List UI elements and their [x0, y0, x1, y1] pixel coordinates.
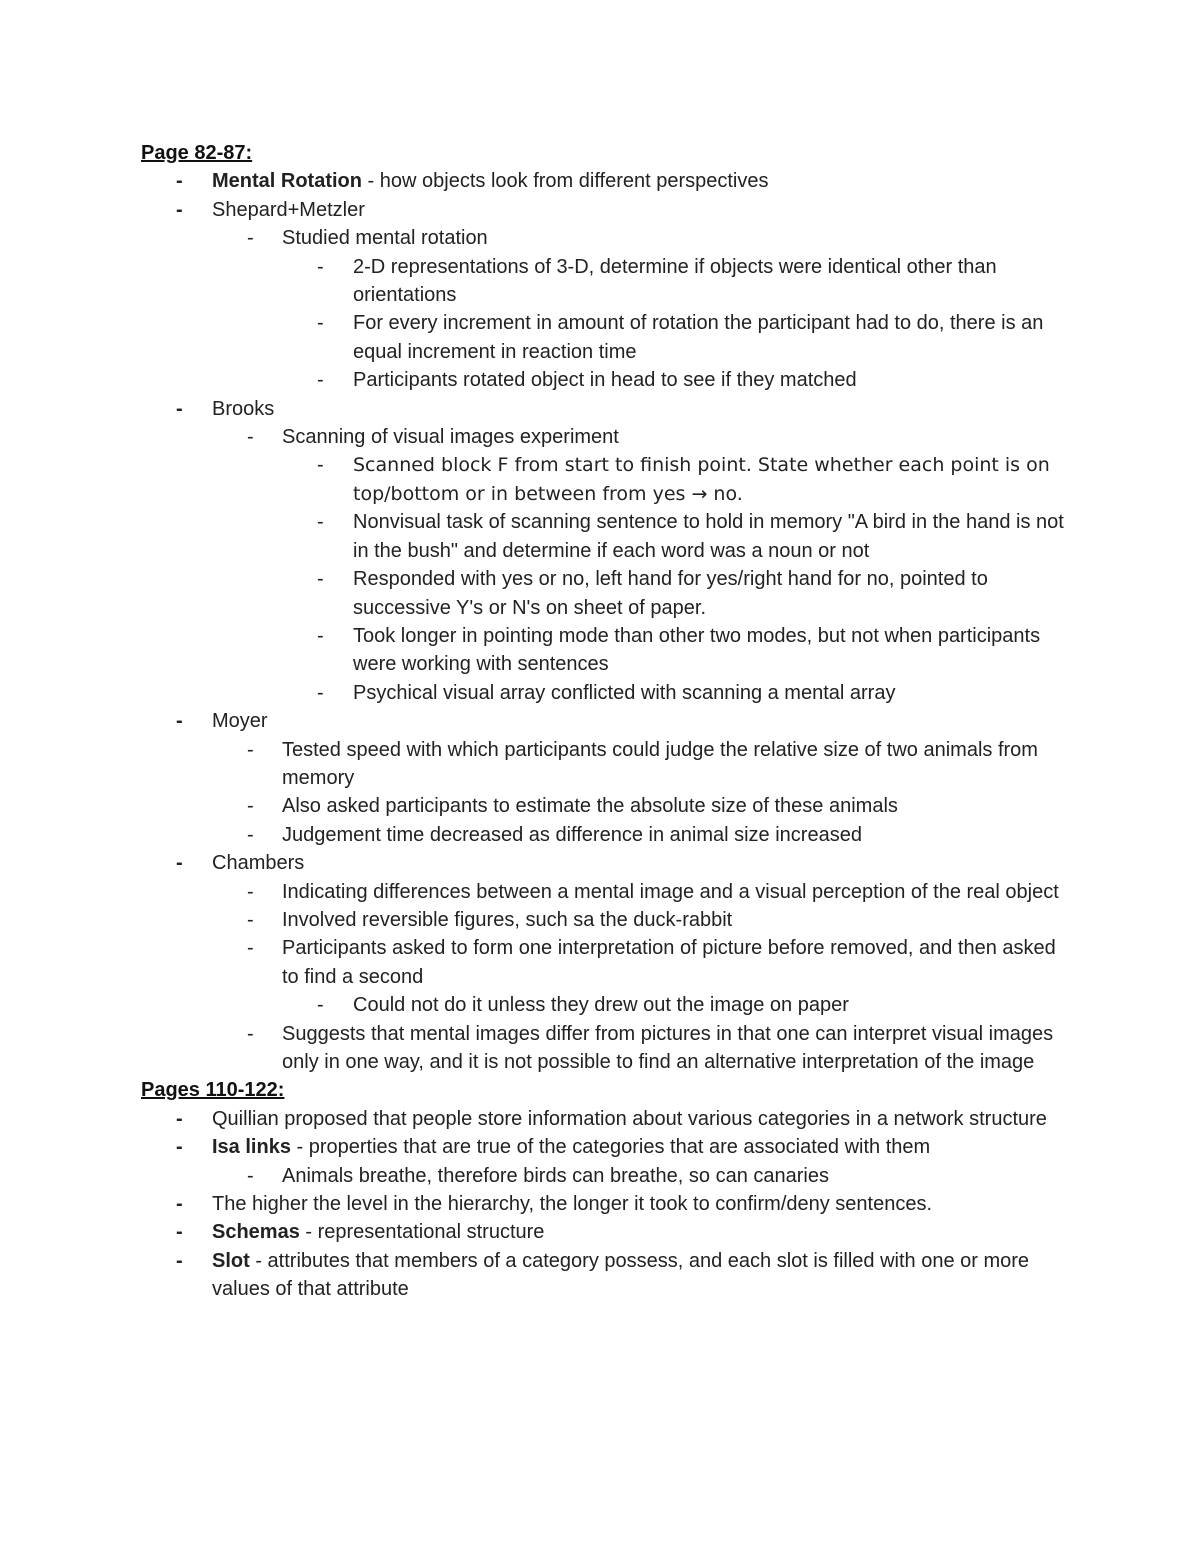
- detail-bullet: [141, 508, 1071, 565]
- bullet-mental-rotation: [141, 167, 1071, 195]
- bullet-quillian: [141, 1105, 1071, 1133]
- bullet-text: Suggests that mental images differ from pictures in that one can interpret visual images only in one way, and it is not possible to find an alternative interpretation of the image: [282, 1022, 1054, 1073]
- bullet-shepard: [141, 196, 1071, 224]
- bullet-text: Psychical visual array conflicted with scanning a mental array: [353, 681, 896, 704]
- bullet-dash: -: [176, 710, 183, 733]
- bullet-text: Quillian proposed that people store information about various categories in a network structure: [212, 1107, 1047, 1130]
- bullet-text: Could not do it unless they drew out the image on paper: [353, 994, 849, 1017]
- bullet-hierarchy: [141, 1190, 1071, 1218]
- bullet-brooks: [141, 395, 1071, 423]
- bullet-dash: -: [317, 511, 324, 534]
- bullet-text: Moyer: [212, 710, 268, 733]
- definition: - attributes that members of a category possess, and each slot is filled with one or more values of that attribute: [212, 1249, 1030, 1301]
- bullet-dash: -: [247, 880, 254, 903]
- definition: - how objects look from different perspectives: [362, 170, 769, 193]
- bullet-dash: -: [176, 852, 183, 875]
- bullet-dash: -: [317, 624, 324, 647]
- bullet-dash: -: [176, 397, 183, 420]
- bullet-text: Scanning of visual images experiment: [282, 426, 619, 449]
- detail-bullet: [141, 991, 1071, 1019]
- bullet-dash: -: [176, 198, 183, 221]
- bullet-text: Tested speed with which participants could judge the relative size of two animals from memory: [282, 738, 1038, 789]
- bullet-schemas: [141, 1218, 1071, 1246]
- bullet-dash: -: [317, 681, 324, 704]
- bullet-dash: -: [176, 1136, 183, 1159]
- bullet-chambers: [141, 849, 1071, 877]
- bullet-text: For every increment in amount of rotation the participant had to do, there is an equal increment in reaction time: [353, 312, 1044, 363]
- bullet-text: Nonvisual task of scanning sentence to hold in memory "A bird in the hand is not in the bush" and determine if each word was a noun or not: [353, 511, 1064, 562]
- detail-bullet: [141, 366, 1071, 394]
- bullet-dash: -: [247, 795, 254, 818]
- detail-bullet: [141, 622, 1071, 679]
- bullet-dash: -: [247, 738, 254, 761]
- bullet-text: Participants rotated object in head to see if they matched: [353, 369, 857, 392]
- detail-bullet: [141, 679, 1071, 707]
- bullet-dash: -: [176, 1221, 183, 1244]
- term: Isa links: [212, 1136, 291, 1159]
- sub-bullet: [141, 224, 1071, 252]
- bullet-dash: -: [317, 255, 324, 278]
- sub-bullet: [141, 878, 1071, 906]
- notes-page: [141, 139, 1071, 1304]
- bullet-dash: -: [176, 1249, 183, 1272]
- bullet-dash: -: [317, 994, 324, 1017]
- bullet-dash: -: [247, 227, 254, 250]
- bullet-text: Responded with yes or no, left hand for yes/right hand for no, pointed to successive Y's or N's on sheet of paper.: [353, 568, 988, 619]
- bullet-dash: -: [247, 908, 254, 931]
- bullet-text: Judgement time decreased as difference in animal size increased: [282, 823, 862, 846]
- bullet-text: Involved reversible figures, such sa the duck-rabbit: [282, 908, 733, 931]
- bullet-dash: -: [247, 426, 254, 449]
- bullet-dash: -: [176, 1107, 183, 1130]
- bullet-dash: -: [247, 937, 254, 960]
- sub-bullet: [141, 821, 1071, 849]
- term: Schemas: [212, 1221, 300, 1244]
- bullet-text: Animals breathe, therefore birds can breathe, so can canaries: [282, 1164, 829, 1187]
- bullet-dash: -: [317, 454, 324, 477]
- term: Mental Rotation: [212, 170, 362, 193]
- bullet-text: Chambers: [212, 852, 305, 875]
- detail-bullet: [141, 309, 1071, 366]
- bullet-dash: -: [317, 312, 324, 335]
- bullet-dash: -: [176, 170, 183, 193]
- term: Slot: [212, 1249, 250, 1272]
- sub-bullet: [141, 736, 1071, 793]
- detail-bullet: [141, 565, 1071, 622]
- bullet-text: Brooks: [212, 397, 275, 420]
- section-heading: Page 82-87:: [141, 142, 253, 164]
- bullet-dash: -: [317, 568, 324, 591]
- bullet-text: 2-D representations of 3-D, determine if objects were identical other than orientations: [353, 255, 997, 307]
- bullet-text: Shepard+Metzler: [212, 198, 365, 221]
- sub-bullet: [141, 792, 1071, 820]
- detail-bullet: [141, 253, 1071, 310]
- bullet-slot: [141, 1247, 1071, 1304]
- bullet-moyer: [141, 707, 1071, 735]
- bullet-text: Scanned block F from start to finish point. State whether each point is on top/bottom or in between from yes → no.: [353, 454, 1050, 505]
- bullet-text: Studied mental rotation: [282, 227, 488, 250]
- bullet-isa-links: [141, 1133, 1071, 1161]
- sub-bullet: [141, 906, 1071, 934]
- bullet-dash: -: [247, 1022, 254, 1045]
- bullet-dash: -: [247, 823, 254, 846]
- bullet-dash: -: [247, 1164, 254, 1187]
- bullet-text: Also asked participants to estimate the absolute size of these animals: [282, 795, 898, 818]
- bullet-dash: -: [317, 369, 324, 392]
- bullet-text: Participants asked to form one interpretation of picture before removed, and then asked to find a second: [282, 937, 1056, 988]
- definition: - representational structure: [299, 1221, 545, 1244]
- sub-bullet: [141, 1020, 1071, 1077]
- bullet-text: Took longer in pointing mode than other two modes, but not when participants were working with sentences: [353, 624, 1041, 676]
- sub-bullet: [141, 934, 1071, 991]
- bullet-text: The higher the level in the hierarchy, the longer it took to confirm/deny sentences.: [212, 1193, 933, 1216]
- detail-bullet: [141, 451, 1071, 508]
- bullet-text: Indicating differences between a mental image and a visual perception of the real object: [282, 880, 1059, 903]
- bullet-dash: -: [176, 1193, 183, 1216]
- sub-bullet: [141, 423, 1071, 451]
- definition: - properties that are true of the categories that are associated with them: [290, 1136, 931, 1159]
- sub-bullet: [141, 1162, 1071, 1190]
- section-heading: Pages 110-122:: [141, 1079, 285, 1102]
